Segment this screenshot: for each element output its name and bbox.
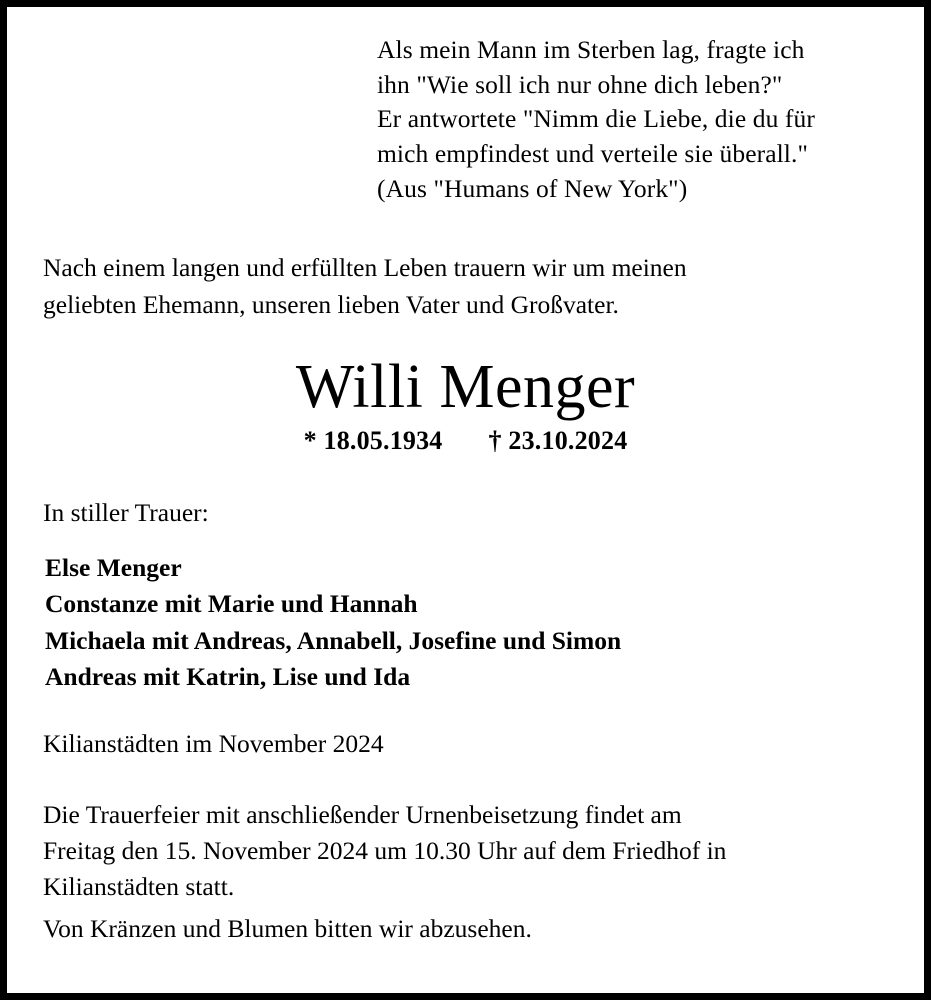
ceremony-block [37,797,894,947]
family-line: Andreas mit Katrin, Lise und Ida [45,661,411,691]
ceremony-line: Freitag den 15. November 2024 um 10.30 Uhr auf dem Friedhof in [43,836,727,866]
family-line: Constanze mit Marie und Hannah [45,589,418,619]
intro-line: geliebten Ehemann, unseren lieben Vater und Großvater. [43,289,619,319]
ceremony-line: Kilianstädten statt. [43,872,235,902]
closing-line: Von Kränzen und Blumen bitten wir abzusehen. [43,913,532,943]
quote-line: ihn "Wie soll ich nur ohne dich leben?" [377,69,783,99]
quote-block [377,33,894,206]
quote-line: Er antwortete "Nimm die Liebe, die du für [377,104,815,134]
life-dates [37,426,894,456]
quote-line: mich empfindest und verteile sie überall." [377,139,808,169]
place-and-date: Kilianstädten im November 2024 [43,729,384,759]
quote-source: (Aus "Humans of New York") [377,173,688,203]
quote-line: Als mein Mann im Sterben lag, fragte ich [377,35,805,64]
family-line: Else Menger [45,553,182,583]
deceased-name: Willi Menger [295,352,636,421]
intro-line: Nach einem langen und erfüllten Leben trauern wir um meinen [43,253,687,283]
death-date: † 23.10.2024 [488,426,628,456]
ceremony-line: Die Trauerfeier mit anschließender Urnenbeisetzung findet am [43,800,682,830]
deceased-name-block [37,353,894,456]
family-line: Michaela mit Andreas, Annabell, Josefine und Simon [45,625,622,655]
birth-date: * 18.05.1934 [303,426,443,456]
mourning-label: In stiller Trauer: [43,498,209,528]
family-list [37,550,894,695]
intro-block [37,250,894,322]
